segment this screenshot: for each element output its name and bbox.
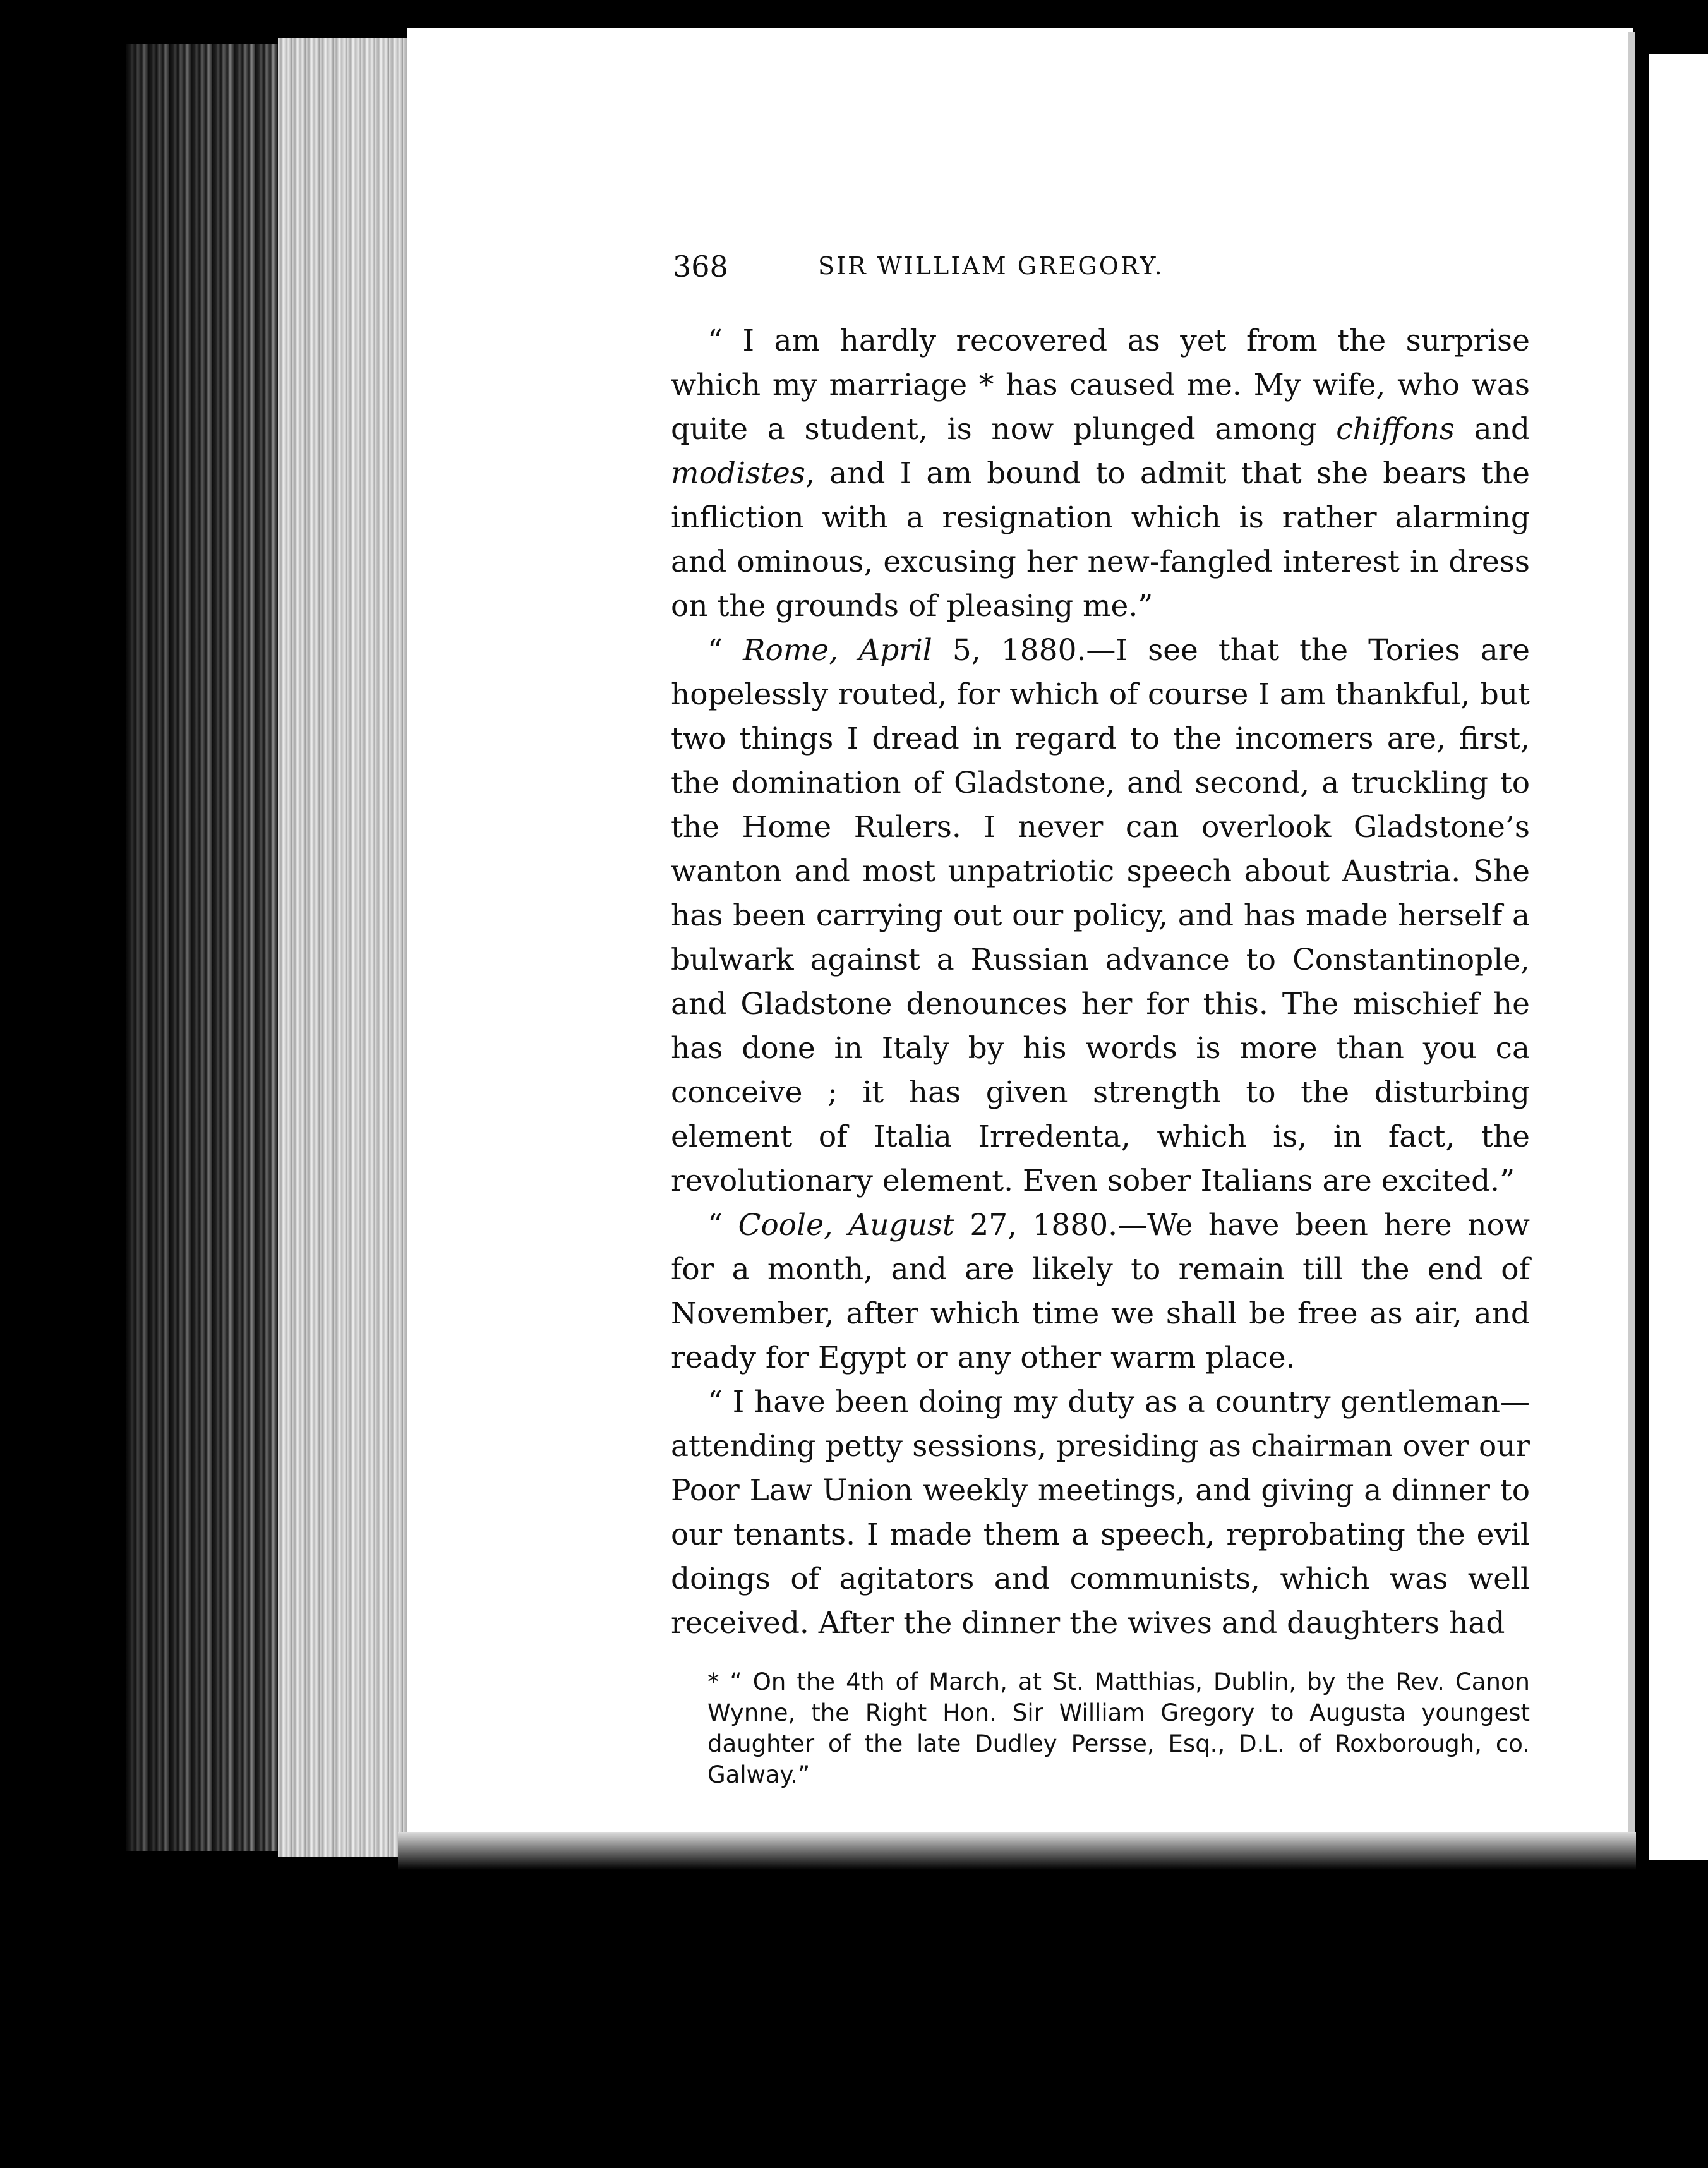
paragraph-1-text-a: “ I am hardly recovered as yet from the surprise which my marriage * has caused me. My wife, who was quite a student, is now plunged among — [671, 323, 1530, 447]
footnote-text: * “ On the 4th of March, at St. Matthias, Dublin, by the Rev. Canon Wynne, the Right Hon. Sir William Gregory to Augusta youngest daughter of the late Dudley Persse, Esq., D.L. of Roxborough, co. Galway.” — [707, 1668, 1530, 1788]
paragraph-3-quote: “ — [707, 1208, 738, 1243]
page-number: 368 — [673, 250, 728, 284]
book-page-edges-light — [278, 38, 417, 1857]
paragraph-1-text-b: and — [1454, 412, 1530, 447]
paragraph-1-italic-modistes: modistes — [671, 456, 805, 491]
paragraph-1-italic-chiffons: chiffons — [1336, 412, 1455, 447]
page-header — [673, 250, 1532, 294]
running-head: SIR WILLIAM GREGORY. — [818, 252, 1164, 280]
paragraph-2-dateline: Rome, April — [743, 633, 932, 668]
paragraph-3-dateline: Coole, August — [738, 1208, 954, 1243]
page-bottom-shadow — [398, 1832, 1636, 1870]
page-right-edge — [1628, 32, 1635, 1851]
body-text — [671, 319, 1530, 1646]
paragraph-2-text: 5, 1880.—I see that the Tories are hopelessly routed, for which of course I am thankful, but two things I dread in regard to the incomers are, first, the domination of Gladstone, and second, a truckling to the Home Rulers. I never can overlook Gladstone’s wanton and most unpatriotic speech about Austria. She has been carrying out our policy, and has made herself a bulwark against a Russian advance to Constantinople, and Gladstone denounces her for this. The mischief he has done in Italy by his words is more than you ca conceive ; it has given strength to the disturbing element of Italia Irredenta, which is, in fact, the revolutionary element. Even sober Italians are excited.” — [671, 633, 1530, 1198]
paragraph-3 — [671, 1203, 1530, 1380]
paragraph-1-text-c: , and I am bound to admit that she bears the infliction with a resignation which is rather alarming and ominous, excusing her new-fangled interest in dress on the grounds of pleasing me.” — [671, 456, 1530, 623]
paragraph-1 — [671, 319, 1530, 629]
next-page-sliver — [1649, 54, 1708, 1860]
paragraph-4: “ I have been doing my duty as a country gentleman—attending petty sessions, presiding as chairman over our Poor Law Union weekly meetings, and giving a dinner to our tenants. I made them a speech, reprobating the evil doings of agitators and communists, which was well received. After the dinner the wives and daughters had — [671, 1385, 1530, 1641]
paragraph-2-quote: “ — [707, 633, 743, 668]
footnote — [671, 1666, 1530, 1790]
paragraph-2 — [671, 629, 1530, 1203]
paragraph-3-text: 27, 1880.—We have been here now for a month, and are likely to remain till the end of November, after which time we shall be free as air, and ready for Egypt or any other warm place. — [671, 1208, 1530, 1375]
